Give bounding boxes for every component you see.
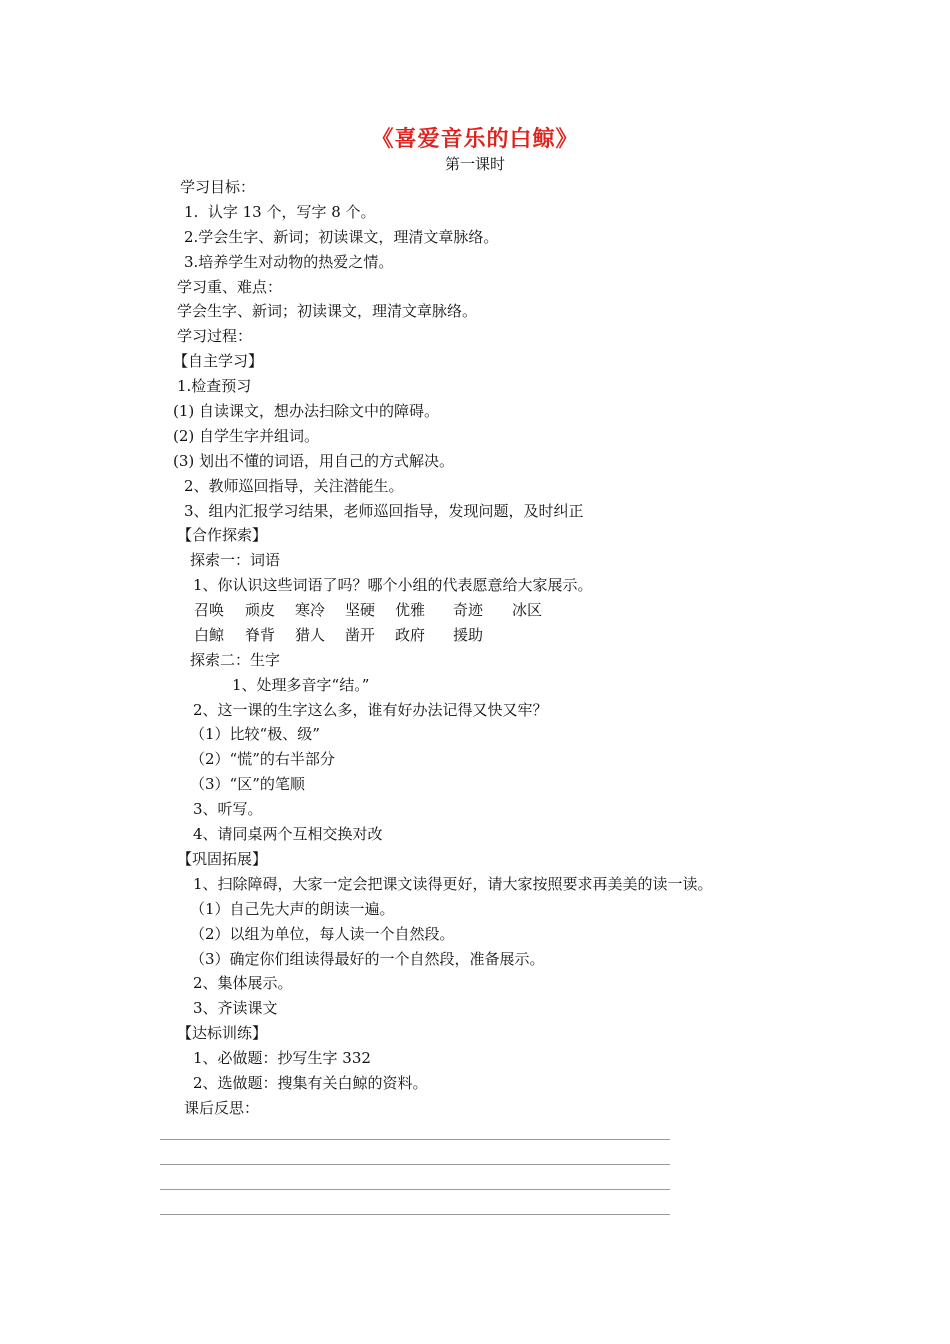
list-item: (3) 划出不懂的词语，用自己的方式解决。 xyxy=(173,452,455,470)
list-item: 3、听写。 xyxy=(193,800,263,818)
list-item: 2、集体展示。 xyxy=(193,974,293,992)
reflection-line xyxy=(160,1214,670,1215)
key-points-heading: 学习重、难点： xyxy=(177,278,283,296)
vocab-word: 召唤 xyxy=(194,601,225,619)
vocab-word: 白鲸 xyxy=(194,626,225,644)
vocab-word: 冰区 xyxy=(512,601,543,619)
vocab-word: 奇迹 xyxy=(453,601,484,619)
reflection-line xyxy=(160,1164,670,1165)
vocab-word: 凿开 xyxy=(345,626,376,644)
list-item: 2、这一课的生字这么多，谁有好办法记得又快又牢？ xyxy=(193,701,548,719)
vocab-word: 猎人 xyxy=(295,626,326,644)
list-item: （2）“慌”的右半部分 xyxy=(190,750,335,768)
list-item: （1）比较“极、级” xyxy=(190,725,320,743)
vocab-word: 寒冷 xyxy=(295,601,326,619)
reflection-line xyxy=(160,1139,670,1140)
list-item: (1) 自读课文，想办法扫除文中的障碍。 xyxy=(173,402,440,420)
list-item: 1.检查预习 xyxy=(177,377,252,395)
list-item: （3）确定你们组读得最好的一个自然段，准备展示。 xyxy=(190,950,545,968)
list-item: 2、教师巡回指导，关注潜能生。 xyxy=(184,477,404,495)
section-heading-cooperation: 【合作探索】 xyxy=(177,526,268,544)
list-item: （2）以组为单位，每人读一个自然段。 xyxy=(190,925,455,943)
section-heading-self-study: 【自主学习】 xyxy=(173,352,264,370)
vocab-word: 优雅 xyxy=(395,601,426,619)
key-points-text: 学会生字、新词；初读课文，理清文章脉络。 xyxy=(177,302,478,320)
vocabulary-row xyxy=(0,625,950,645)
reflection-line xyxy=(160,1189,670,1190)
explore-heading-characters: 探索二：生字 xyxy=(190,651,281,669)
list-item: 1、必做题：抄写生字 332 xyxy=(193,1049,371,1067)
goal-item: 3.培养学生对动物的热爱之情。 xyxy=(184,253,394,271)
section-heading-consolidation: 【巩固拓展】 xyxy=(177,850,268,868)
list-item: 4、请同桌两个互相交换对改 xyxy=(193,825,383,843)
list-item: 1、你认识这些词语了吗？哪个小组的代表愿意给大家展示。 xyxy=(193,576,593,594)
vocab-word: 援助 xyxy=(453,626,484,644)
vocab-word: 脊背 xyxy=(245,626,276,644)
list-item: 1、扫除障碍，大家一定会把课文读得更好，请大家按照要求再美美的读一读。 xyxy=(193,875,713,893)
list-item: (2) 自学生字并组词。 xyxy=(173,427,320,445)
process-heading: 学习过程： xyxy=(177,327,253,345)
document-title: 《喜爱音乐的白鲸》 xyxy=(371,126,579,152)
list-item: 1、处理多音字“结。” xyxy=(232,676,370,694)
list-item: （3）“区”的笔顺 xyxy=(190,775,305,793)
vocab-word: 坚硬 xyxy=(345,601,376,619)
goals-heading: 学习目标： xyxy=(180,178,256,196)
list-item: （1）自己先大声的朗读一遍。 xyxy=(190,900,395,918)
list-item: 3、组内汇报学习结果，老师巡回指导，发现问题，及时纠正 xyxy=(184,502,584,520)
lesson-subtitle: 第一课时 xyxy=(444,155,505,173)
goal-item: 2.学会生字、新词；初读课文，理清文章脉络。 xyxy=(184,228,499,246)
list-item: 3、齐读课文 xyxy=(193,999,278,1017)
vocabulary-row xyxy=(0,600,950,620)
list-item: 2、选做题：搜集有关白鲸的资料。 xyxy=(193,1074,428,1092)
explore-heading-words: 探索一：词语 xyxy=(190,551,281,569)
section-heading-practice: 【达标训练】 xyxy=(177,1024,268,1042)
reflection-heading: 课后反思： xyxy=(184,1099,260,1117)
goal-item: 1. 认字 13 个，写字 8 个。 xyxy=(184,203,376,221)
vocab-word: 顽皮 xyxy=(245,601,276,619)
vocab-word: 政府 xyxy=(395,626,426,644)
